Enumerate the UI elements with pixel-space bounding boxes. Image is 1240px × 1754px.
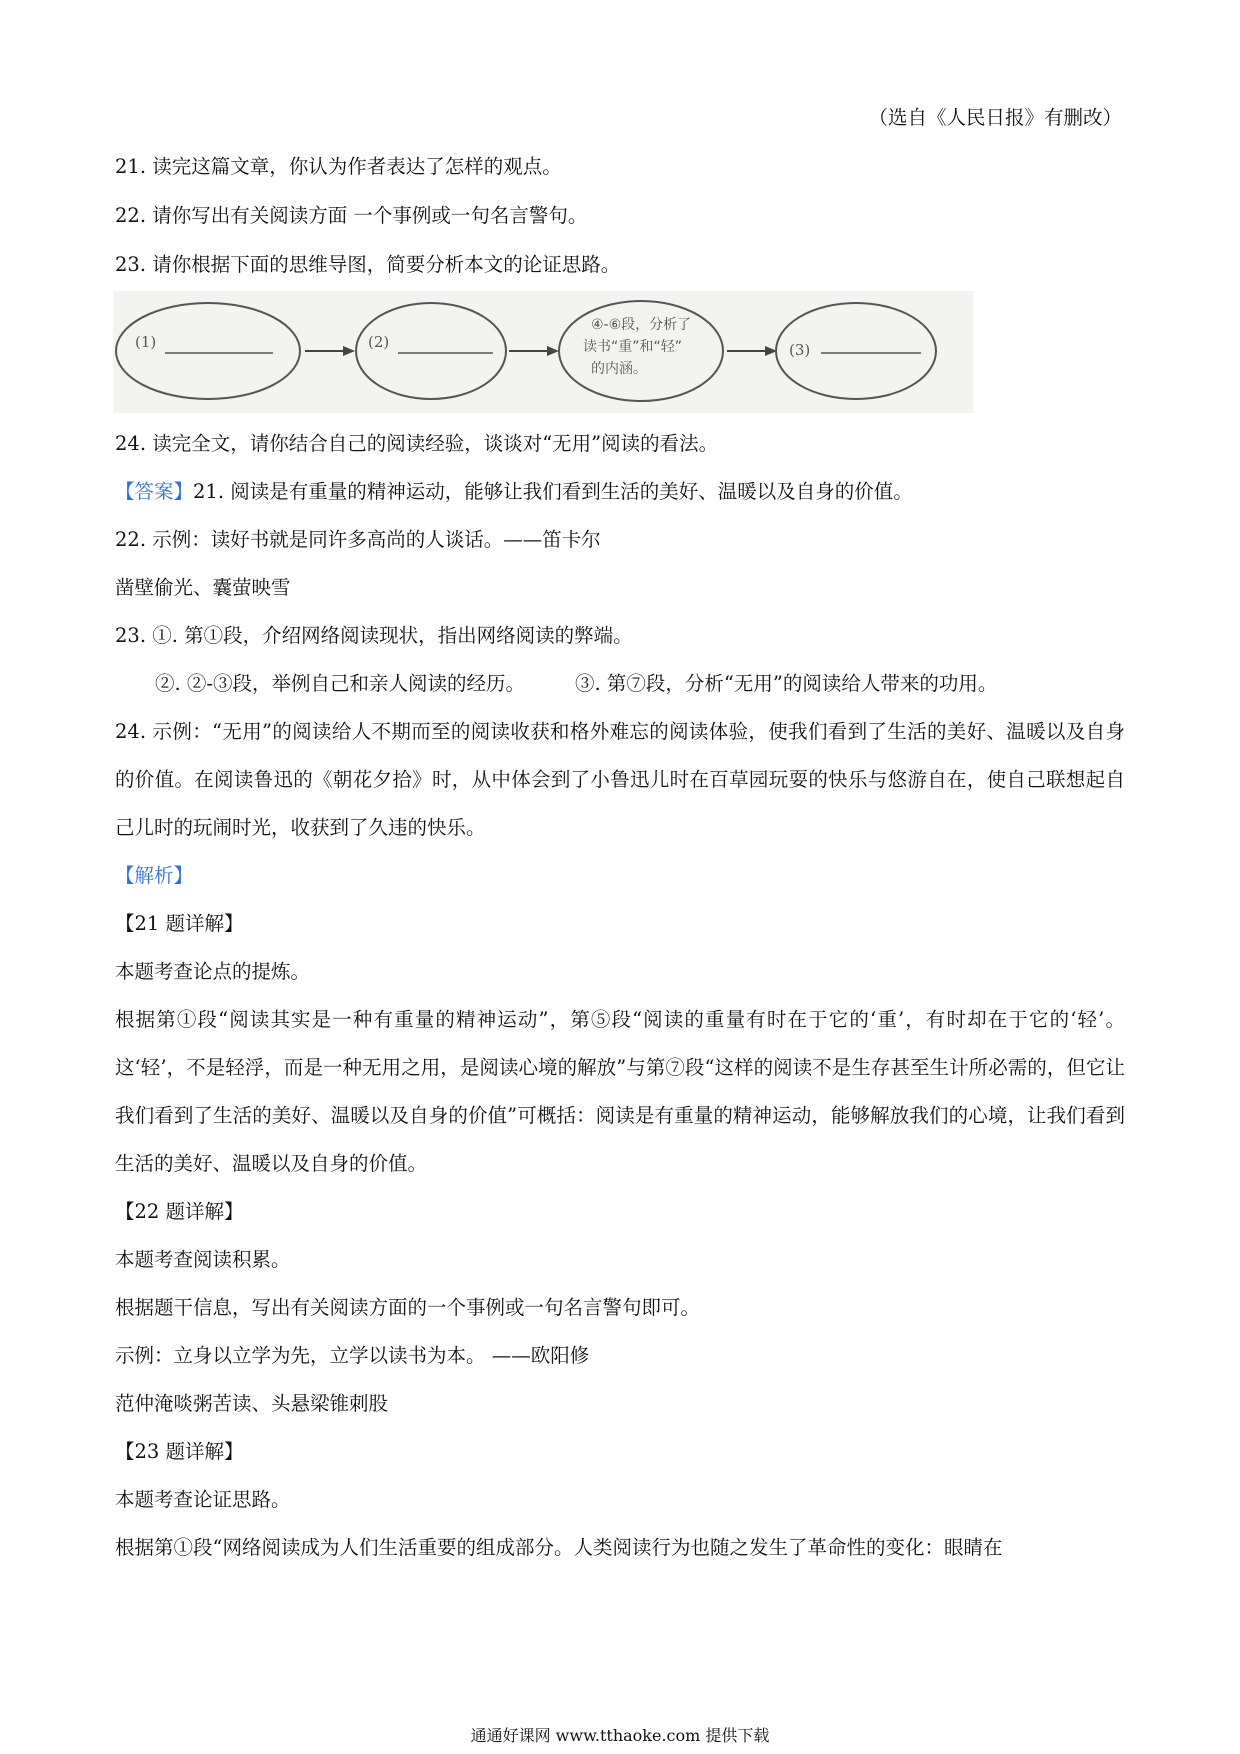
- mind-map-node-3-line1: ④-⑥段，分析了: [591, 317, 692, 333]
- answer-label: 【答案】: [115, 480, 194, 503]
- analysis-22-heading: 【22 题详解】: [115, 1200, 244, 1223]
- mind-map-node-1: [116, 303, 300, 399]
- mind-map-node-3-line3: 的内涵。: [591, 361, 647, 377]
- source-note: （选自《人民日报》有删改）: [868, 106, 1122, 129]
- answer-21-line: [115, 478, 913, 506]
- answer-21: 21. 阅读是有重量的精神运动，能够让我们看到生活的美好、温暖以及自身的价值。: [193, 480, 913, 503]
- question-23: 23. 请你根据下面的思维导图，简要分析本文的论证思路。: [115, 253, 621, 276]
- answer-23-point2: ②. ②-③段，举例自己和亲人阅读的经历。: [155, 672, 525, 695]
- answer-23-point3: ③. 第⑦段，分析“无用”的阅读给人带来的功用。: [575, 672, 998, 695]
- answer-22-line2: 凿壁偷光、囊萤映雪: [115, 576, 291, 599]
- analysis-label: 【解析】: [115, 864, 194, 887]
- mind-map-svg: [113, 291, 973, 413]
- mind-map-node-4-label: (3): [789, 341, 811, 359]
- mind-map-node-2: [356, 303, 506, 399]
- analysis-21-paragraph: 根据第①段“阅读其实是一种有重量的精神运动”，第⑤段“阅读的重量有时在于它的‘重’，有时却在于它的‘轻’。这‘轻’，不是轻浮，而是一种无用之用，是阅读心境的解放”与第⑦段“这样的阅读不是生存甚至生计所必需的，但它让我们看到了生活的美好、温暖以及自身的价值”可概括：阅读是有重量的精神运动，能够解放我们的心境，让我们看到生活的美好、温暖以及自身的价值。: [115, 1008, 1125, 1175]
- analysis-22-example-line1: 示例：立身以立学为先，立学以读书为本。 ——欧阳修: [115, 1344, 590, 1367]
- arrow-2-head: [547, 346, 559, 356]
- analysis-23-paragraph: 根据第①段“网络阅读成为人们生活重要的组成部分。人类阅读行为也随之发生了革命性的变化：眼睛在: [115, 1536, 1003, 1559]
- analysis-22-topic: 本题考查阅读积累。: [115, 1248, 291, 1271]
- answer-24-paragraph: 24. 示例：“无用”的阅读给人不期而至的阅读收获和格外难忘的阅读体验，使我们看到了生活的美好、温暖以及自身的价值。在阅读鲁迅的《朝花夕拾》时，从中体会到了小鲁迅儿时在百草园玩耍的快乐与悠游自在，使自己联想起自己儿时的玩闹时光，收获到了久违的快乐。: [115, 720, 1125, 839]
- page-footer: 通通好课网 www.tthaoke.com 提供下载: [470, 1726, 770, 1745]
- mind-map-node-3-line2: 读书“重”和“轻”: [583, 339, 683, 355]
- analysis-21-heading: 【21 题详解】: [115, 912, 244, 935]
- analysis-21-topic: 本题考查论点的提炼。: [115, 960, 311, 983]
- analysis-23-topic: 本题考查论证思路。: [115, 1488, 291, 1511]
- mind-map-node-1-label: (1): [135, 333, 157, 351]
- question-24: 24. 读完全文，请你结合自己的阅读经验，谈谈对“无用”阅读的看法。: [115, 432, 719, 455]
- mind-map-diagram: [113, 291, 973, 413]
- analysis-22-example-line2: 范仲淹啖粥苦读、头悬梁锥刺股: [115, 1392, 389, 1415]
- analysis-22-instruction: 根据题干信息，写出有关阅读方面的一个事例或一句名言警句即可。: [115, 1296, 701, 1319]
- mind-map-node-2-label: (2): [368, 333, 390, 351]
- answer-23-line1: 23. ①. 第①段，介绍网络阅读现状，指出网络阅读的弊端。: [115, 624, 633, 647]
- answer-22-line1: 22. 示例：读好书就是同许多高尚的人谈话。——笛卡尔: [115, 528, 601, 551]
- analysis-23-heading: 【23 题详解】: [115, 1440, 244, 1463]
- question-22: 22. 请你写出有关阅读方面 一个事例或一句名言警句。: [115, 204, 588, 227]
- question-21: 21. 读完这篇文章，你认为作者表达了怎样的观点。: [115, 155, 562, 178]
- arrow-1-head: [343, 346, 355, 356]
- answer-23-line2: [155, 670, 997, 698]
